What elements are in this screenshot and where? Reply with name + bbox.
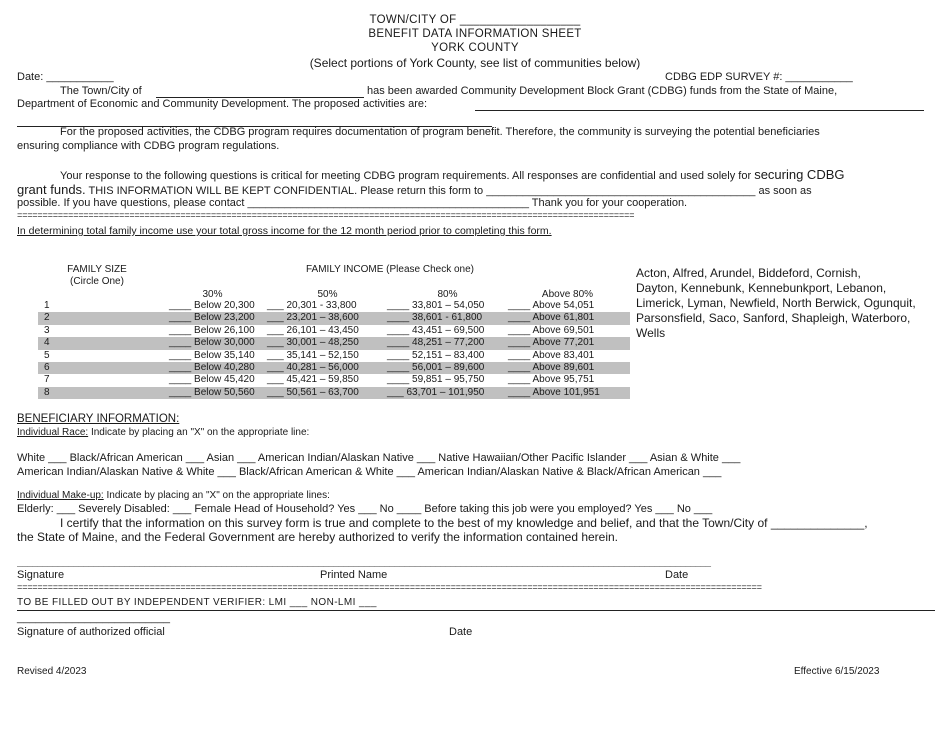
para2-b: ensuring compliance with CDBG program regulations. bbox=[17, 140, 280, 152]
makeup-instr: Indicate by placing an "X" on the appropriate lines: bbox=[106, 490, 330, 501]
date-field[interactable]: Date: ___________ bbox=[17, 71, 114, 83]
separator-1: ========================================================================================================================= bbox=[17, 211, 635, 221]
signature-label: Signature bbox=[17, 569, 65, 581]
income-50-cell[interactable]: ___ 23,201 – 38,600 bbox=[267, 312, 387, 324]
table-row[interactable] bbox=[38, 374, 630, 386]
race-line-1[interactable]: White ___ Black/African American ___ Asian ___ American Indian/Alaskan Native ___ Native Hawaiian/Other Pacific Islander ___ Asian & White ___ bbox=[17, 452, 741, 464]
col-header-30: 30% bbox=[202, 289, 223, 300]
table-row[interactable] bbox=[38, 387, 630, 399]
official-signature-label: Signature of authorized official bbox=[17, 626, 165, 638]
income-50-cell[interactable]: ___ 26,101 – 43,450 bbox=[267, 324, 359, 336]
income-30-cell[interactable]: ____ Below 26,100 bbox=[169, 324, 255, 336]
table-row[interactable] bbox=[38, 300, 630, 312]
income-80-cell[interactable]: ____ 52,151 – 83,400 bbox=[387, 349, 485, 361]
communities-line: Parsonsfield, Saco, Sanford, Shapleigh, Waterboro, bbox=[636, 311, 911, 325]
signature-underscores[interactable]: ________________________________________________________________________________________________________________________________________ bbox=[17, 559, 711, 569]
income-50-cell[interactable]: ___ 50,561 – 63,700 bbox=[267, 387, 387, 399]
family-size-label: FAMILY SIZE bbox=[67, 264, 127, 275]
communities-line: Wells bbox=[636, 326, 666, 340]
family-size-cell[interactable]: 8 bbox=[38, 387, 169, 399]
income-50-cell[interactable]: ___ 30,001 – 48,250 bbox=[267, 337, 387, 349]
certify-line-2: the State of Maine, and the Federal Government are hereby authorized to verify the information contained herein. bbox=[17, 530, 619, 544]
official-date-label: Date bbox=[449, 626, 473, 638]
income-above-cell[interactable]: ____ Above 69,501 bbox=[508, 324, 595, 336]
income-30-cell[interactable]: ____ Below 45,420 bbox=[169, 374, 255, 386]
verifier-divider bbox=[17, 610, 935, 611]
income-80-cell[interactable]: ____ 48,251 – 77,200 bbox=[387, 337, 508, 349]
family-size-cell[interactable]: 7 bbox=[44, 374, 50, 386]
table-row[interactable] bbox=[38, 337, 630, 349]
para3-a1: Your response to the following questions is critical for meeting CDBG program requirements. All responses are confidential and used solely for bbox=[60, 170, 752, 182]
header-town: TOWN/CITY OF __________________ bbox=[369, 14, 581, 26]
income-above-cell[interactable]: ____ Above 77,201 bbox=[508, 337, 630, 349]
income-80-cell[interactable]: ___ 63,701 – 101,950 bbox=[387, 387, 508, 399]
para3-c: possible. If you have questions, please contact ______________________________________________ Thank you for your cooperation. bbox=[17, 197, 688, 209]
income-30-cell[interactable]: ____ Below 23,200 bbox=[169, 312, 267, 324]
race-line-2[interactable]: American Indian/Alaskan Native & White ___ Black/African American & White ___ American Indian/Alaskan Native & Black/African American ___ bbox=[17, 466, 722, 478]
table-row[interactable] bbox=[38, 312, 630, 324]
official-underscore[interactable]: _________________________ bbox=[17, 612, 170, 624]
communities-line: Limerick, Lyman, Newfield, North Berwick, Ogunquit, bbox=[636, 296, 916, 310]
income-80-cell[interactable]: ____ 56,001 – 89,600 bbox=[387, 362, 508, 374]
race-instr: Indicate by placing an "X" on the appropriate line: bbox=[90, 427, 310, 438]
income-80-cell[interactable]: ____ 33,801 – 54,050 bbox=[387, 300, 485, 311]
race-instructions bbox=[17, 427, 309, 438]
beneficiary-title: BENEFICIARY INFORMATION: bbox=[17, 413, 180, 425]
para1-b: has been awarded Community Development Block Grant (CDBG) funds from the State of Maine, bbox=[367, 85, 838, 97]
income-above-cell[interactable]: ____ Above 83,401 bbox=[508, 349, 595, 361]
circle-one-label: (Circle One) bbox=[70, 276, 124, 287]
income-above-cell[interactable]: ____ Above 54,051 bbox=[508, 300, 595, 311]
table-row[interactable] bbox=[38, 362, 630, 374]
income-30-cell[interactable]: ____ Below 30,000 bbox=[169, 337, 267, 349]
family-size-cell[interactable]: 1 bbox=[44, 300, 50, 311]
para1-a: The Town/City of bbox=[60, 85, 142, 97]
para2-a: For the proposed activities, the CDBG program requires documentation of program benefit. Therefore, the community is surveying the potential beneficiaries bbox=[60, 126, 820, 138]
income-above-cell[interactable]: ____ Above 89,601 bbox=[508, 362, 630, 374]
para3-b1: grant funds. bbox=[17, 182, 86, 197]
income-80-cell[interactable]: ____ 43,451 – 69,500 bbox=[387, 324, 485, 336]
certify-line-1: I certify that the information on this survey form is true and complete to the best of my knowledge and belief, and that the Town/City of ______________, bbox=[60, 516, 868, 530]
verifier-line[interactable]: TO BE FILLED OUT BY INDEPENDENT VERIFIER: LMI ___ NON-LMI ___ bbox=[17, 597, 377, 608]
communities-line: Acton, Alfred, Arundel, Biddeford, Cornish, bbox=[636, 266, 861, 280]
income-30-cell[interactable]: ____ Below 20,300 bbox=[169, 300, 255, 311]
survey-number-field[interactable]: CDBG EDP SURVEY #: ___________ bbox=[665, 71, 853, 83]
para3-a2: securing CDBG bbox=[754, 167, 845, 182]
income-80-cell[interactable]: ____ 59,851 – 95,750 bbox=[387, 374, 485, 386]
header-title: BENEFIT DATA INFORMATION SHEET bbox=[368, 28, 582, 40]
income-30-cell[interactable]: ____ Below 40,280 bbox=[169, 362, 267, 374]
para3-b2: THIS INFORMATION WILL BE KEPT CONFIDENTIAL. Please return this form to ____________________________________________ as soon as bbox=[88, 185, 812, 197]
table-row[interactable] bbox=[38, 350, 630, 362]
income-above-cell[interactable]: ____ Above 101,951 bbox=[508, 387, 630, 399]
race-label: Individual Race: bbox=[17, 427, 89, 438]
income-30-cell[interactable]: ____ Below 50,560 bbox=[169, 387, 267, 399]
makeup-instructions bbox=[17, 490, 330, 501]
family-size-cell[interactable]: 4 bbox=[38, 337, 169, 349]
para3-b bbox=[17, 182, 812, 197]
communities-list bbox=[636, 266, 916, 341]
income-above-cell[interactable]: ____ Above 61,801 bbox=[508, 312, 630, 324]
col-header-80: 80% bbox=[437, 289, 458, 300]
makeup-line[interactable]: Elderly: ___ Severely Disabled: ___ Female Head of Household? Yes ___ No ____ Before taking this job were you employed? Yes ___ No ___ bbox=[17, 503, 713, 515]
income-50-cell[interactable]: ___ 35,141 – 52,150 bbox=[267, 349, 359, 361]
income-50-cell[interactable]: ___ 45,421 – 59,850 bbox=[267, 374, 359, 386]
makeup-label: Individual Make-up: bbox=[17, 490, 104, 501]
income-80-cell[interactable]: ____ 38,601 - 61,800 bbox=[387, 312, 508, 324]
header-county: YORK COUNTY bbox=[431, 42, 519, 54]
income-50-cell[interactable]: ___ 20,301 - 33,800 bbox=[267, 300, 357, 311]
separator-2: ================================================================================================================================================== bbox=[17, 583, 762, 593]
para1-c: Department of Economic and Community Development. The proposed activities are: bbox=[17, 98, 428, 110]
col-header-50: 50% bbox=[317, 289, 338, 300]
effective-label: Effective 6/15/2023 bbox=[794, 666, 880, 677]
income-note: In determining total family income use your total gross income for the 12 month period prior to completing this form. bbox=[17, 225, 552, 237]
family-size-cell[interactable]: 5 bbox=[44, 349, 50, 361]
family-size-cell[interactable]: 2 bbox=[38, 312, 169, 324]
family-size-cell[interactable]: 6 bbox=[38, 362, 169, 374]
revised-label: Revised 4/2023 bbox=[17, 666, 87, 677]
income-30-cell[interactable]: ____ Below 35,140 bbox=[169, 349, 255, 361]
date-label: Date bbox=[665, 569, 689, 581]
family-income-label: FAMILY INCOME (Please Check one) bbox=[305, 264, 475, 275]
col-header-above: Above 80% bbox=[541, 289, 594, 300]
family-size-cell[interactable]: 3 bbox=[44, 324, 50, 336]
income-above-cell[interactable]: ____ Above 95,751 bbox=[508, 374, 595, 386]
header-subtitle: (Select portions of York County, see list of communities below) bbox=[309, 56, 641, 70]
printed-name-label: Printed Name bbox=[320, 569, 388, 581]
activities-line-1[interactable] bbox=[475, 110, 924, 111]
income-50-cell[interactable]: ___ 40,281 – 56,000 bbox=[267, 362, 387, 374]
income-table bbox=[38, 300, 630, 399]
table-row[interactable] bbox=[38, 325, 630, 337]
para3-a bbox=[60, 167, 845, 182]
communities-line: Dayton, Kennebunk, Kennebunkport, Lebanon, bbox=[636, 281, 887, 295]
